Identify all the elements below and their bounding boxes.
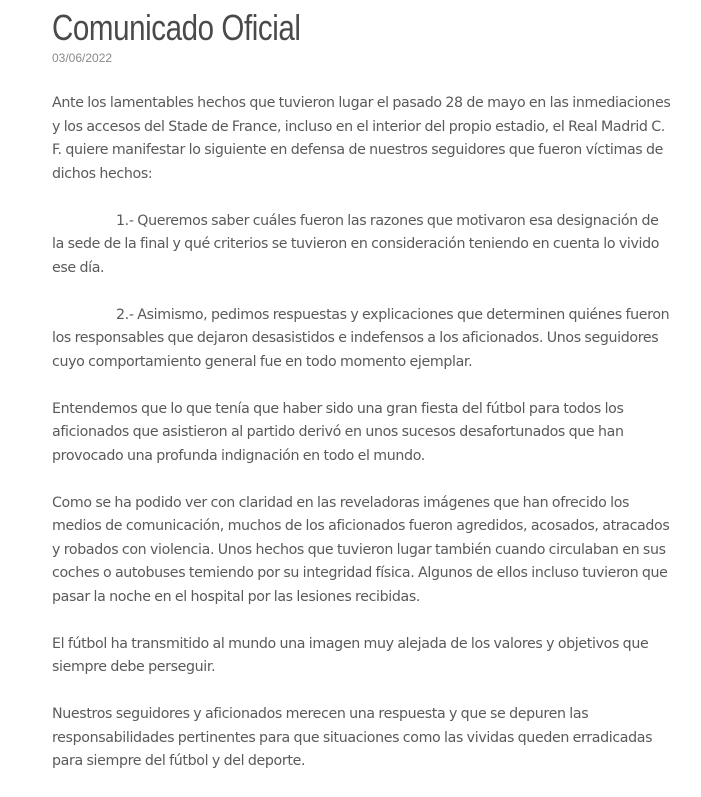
- publish-date: 03/06/2022: [52, 51, 113, 65]
- paragraph-intro: Ante los lamentables hechos que tuvieron lugar el pasado 28 de mayo en las inmediaciones y los accesos del Stade de France, incluso en el interior del propio estadio, el Real Madrid C. F. quiere manifestar lo siguiente en defensa de nuestros seguidores que fueron víctimas de dichos hechos:: [52, 95, 671, 182]
- article: [52, 0, 672, 797]
- paragraph-point-1: 1.- Queremos saber cuáles fueron las razones que motivaron esa designación de la sede de la final y qué criterios se tuvieron en consideración teniendo en cuenta lo vivido ese día.: [52, 212, 660, 276]
- page-title: Comunicado Oficial: [52, 7, 301, 48]
- paragraph: Entendemos que lo que tenía que haber sido una gran fiesta del fútbol para todos los aficionados que asistieron al partido derivó en unos sucesos desafortunados que han provocado una profunda indignación en todo el mundo.: [52, 400, 624, 464]
- article-body: [52, 92, 672, 774]
- paragraph-closing: Nuestros seguidores y aficionados merecen una respuesta y que se depuren las responsabilidades pertinentes para que situaciones como las vividas queden erradicadas para siempre del fútbol y del deporte.: [52, 706, 653, 769]
- paragraph-point-2: 2.- Asimismo, pedimos respuestas y explicaciones que determinen quiénes fueron los responsables que dejaron desasistidos e indefensos a los aficionados. Unos seguidores cuyo comportamiento general fue en todo momento ejemplar.: [52, 306, 670, 370]
- paragraph: El fútbol ha transmitido al mundo una imagen muy alejada de los valores y objetivos que siempre debe perseguir.: [52, 635, 649, 675]
- paragraph: Como se ha podido ver con claridad en las reveladoras imágenes que han ofrecido los medios de comunicación, muchos de los aficionados fueron agredidos, acosados, atracados y robados con violencia. Unos hechos que tuvieron lugar también cuando circulaban en sus coches o autobuses temiendo por su integridad física. Algunos de ellos incluso tuvieron que pasar la noche en el hospital por las lesiones recibidas.: [52, 494, 670, 605]
